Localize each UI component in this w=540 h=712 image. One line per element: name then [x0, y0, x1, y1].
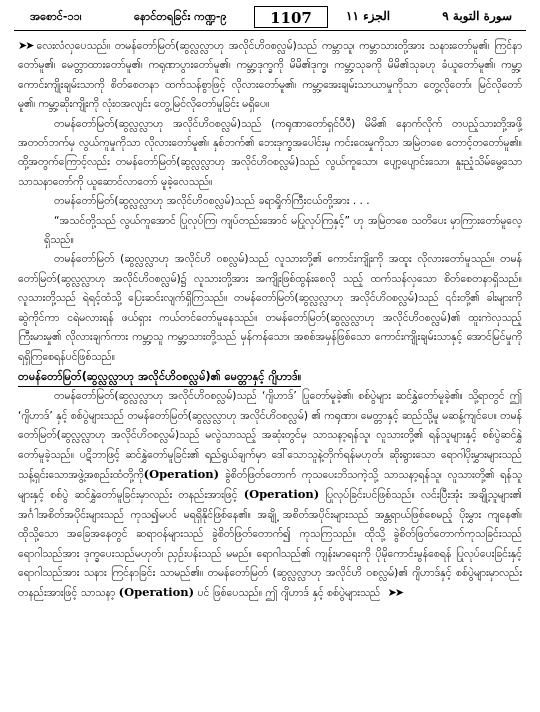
operation-term: (Operation) — [143, 466, 220, 481]
header-issue: အစောင်-၁၁၊ — [30, 10, 82, 23]
header-rule — [14, 30, 526, 31]
section-heading: တမန်တော်မြတ်(ဆွလ္လလ္လာဟု အလိုင်ဟိဝစလ္လမ်)၏ မေတ္တာနှင့် ဂျိဟာဒ်။ — [18, 367, 301, 387]
page-body — [18, 36, 522, 604]
page-header — [16, 6, 522, 32]
operation-term: (Operation) — [243, 487, 320, 502]
page-number-box: 1107 — [254, 6, 328, 28]
header-section: နောင်တရခြင်း ကဏ္ဍ-၉ — [134, 10, 227, 23]
operation-term: (Operation) — [118, 585, 195, 600]
paragraph-4: တမန်တော်မြတ် (ဆွလ္လလ္လာဟု အလိုင်ဟိ ဝစလ္လမ်)သည် လူသားတို့၏ ကောင်းကျိုးကို အထူး လိုလားတော်မူသည်။ တမန်တော်မြတ်(ဆွလ္လလ္လာဟု အလိုင်ဟိဝစလ္လမ်)၌ လူသားတို့အား အကျိုးဖြစ်ထွန်းစေလို သည့် ထက်သန်လှသော စိတ်စေတနာရှိသည်။ လူသားတို့သည် ရဲရင့်ထံသို့ ပြေးဆင်းလျက်ရှိကြသည်။ တမန်တော်မြတ်(ဆွလ္လလ္လာဟု အလိုင်ဟိဝစလ္လမ်)သည် ၎င်းတို့၏ ခါးများကိုဆွဲကိုင်ကာ ငရဲမလားရန် ဖယ်ရှား ကယ်တင်တော်မူနေသည်။ တမန်တော်မြတ်(ဆွလ္လလ္လာဟု အလိုင်ဟိဝစလ္လမ်)၏ ထူးကဲလှသည့် ကြီးမားမှု၏ လိုလားချက်ကား ကမ္ဘာ့သူ ကမ္ဘာ့သားတို့သည် မှန်ကန်သော၊ အစစ်အမှန်ဖြစ်သော ကောင်းကျိုးချမ်းသာနှင့် အောင်မြင်မှုကို ရရှိကြစေရန်ပင်ဖြစ်သည်။ — [18, 253, 522, 363]
paragraph-text: ပင် ဖြစ်ပေသည်။ ဤ ဂျိဟာဒ် နှင့် စစ်ပွဲများသည် — [194, 587, 384, 600]
header-surah: سورة التوبة ٩ — [442, 9, 512, 23]
header-juz: الجزء ١١ — [346, 9, 391, 23]
paragraph-3: တမန်တော်မြတ်(ဆွလ္လလ္လာဟု အလိုင်ဟိဝစလ္လမ်)သည် ခရာရှိုက်ကြီးငယ်တို့အား . . . — [54, 195, 370, 208]
paragraph-2: တမန်တော်မြတ်(ဆွလ္လလ္လာဟု အလိုင်ဟိဝစလ္လမ်)သည် (ကရုဏာတော်ရှင်ပီပီ) မိမိ၏ နောက်လိုက် တပည့်သားတို့အဖို့ အတတ်ဘက်မှ လွယ်ကူမှုကိုသာ လိုလားတော်မူ၏၊ နှစ်ဘက်၏ ဘေးဒုက္ခအပေါင်းမှ ကင်းဝေးမှုကိုသာ အမြဲတစေ တောင့်တတော်မူ၏။ ထို့အတွက်ကြောင့်လည်း တမန်တော်မြတ်(ဆွလ္လလ္လာဟု အလိုင်ဟိဝစလ္လမ်)သည် လွယ်ကူသော၊ ပျော့ပျောင်းသော၊ နူးညံ့သိမ်မွေ့သော သာသနာတော်ကို ယူဆောင်လာတော် မူခဲ့လေသည်။ — [18, 117, 522, 188]
paragraph-5 — [18, 387, 522, 603]
quoted-saying: “အသင်တို့သည် လွယ်ကူအောင် ပြုလုပ်ကြ၊ ကျပ်တည်းအောင် မပြုလုပ်ကြနှင့်” ဟု အမြဲတစေ သတိပေး မှာကြားတော်မူလေ့ရှိသည်။ — [44, 214, 522, 247]
paragraph-1 — [18, 36, 522, 115]
section-heading-row — [18, 367, 522, 387]
paragraph-text: တမန်တော်မြတ်(ဆွလ္လလ္လာဟု အလိုင်ဟိဝစလ္လမ်)သည် ‘ဂျိဟာဒ်’ ပြုတော်မူခဲ့၏၊ စစ်ပွဲများ ဆင်နွှဲတော်မူခဲ့၏။ သို့ရာတွင် ဤ ‘ဂျိဟာဒ်’ နှင့် စစ်ပွဲများသည် တမန်တော်မြတ်(ဆွလ္လလ္လာဟု အလိုင်ဟိဝစလ္လမ်) ၏ ကရုဏာ၊ မေတ္တာနှင့် ဆည်သို့မူ မဆန့်ကျင်ပေ။ တမန်တော်မြတ်(ဆွလ္လလ္လာဟု အလိုင်ဟိဝစလ္လမ်)သည် မလွဲသာသည့် အဆုံးတွင်မှ သာသနာ့ရန်သူ၊ လူသားတို့၏ ရန်သူများနှင့် စစ်ပွဲဆင်နွှဲတော်မူခဲ့သည်။ ပဋိဘာဖြင့် ဆင်နွှဲတော်မူခြင်း၏ ရည်ရွယ်ချက်မှာ ဒေါ်သောသူနဲ့တိုက်ရန်မဟုတ်၊ ဆိုးရွားသော ရောဂါပိုးမွှားများသည် သန့်ရှင်းသောအဖွဲ့အစည်းထံတို့ကို — [18, 390, 522, 481]
double-arrow-icon: ➤➤ — [18, 39, 33, 52]
paragraph-text: ခွဲစိတ်ဖြတ်တောက် ကုသပေးဘိသကဲ့သို့ သာသနာ့ရန်သူ၊ လူသားတို့၏ ရန်သူများနှင့် စစ်ပွဲ ဆင်နွှဲတော်မူခြင်းမှာလည်း တနည်းအားဖြင့် — [18, 468, 522, 502]
paragraph-text: လေးလံလှပေသည်။ တမန်တော်မြတ်(ဆွလ္လလ္လာဟု အလိုင်ဟိဝစလ္လမ်)သည် ကမ္ဘာသူ၊ ကမ္ဘာသားတို့အား သနားတော်မူ၏၊ ကြင်နာတော်မူ၏၊ မေတ္တာထားတော်မူ၏၊ ကရုဏာပွားတော်မူ၏၊ ကမ္ဘာ့ဒုက္ခကို မိမိ၏ဒုက္ခ၊ ကမ္ဘာ့သုခကို မိမိ၏သုခဟု ခံယူတော်မူ၏၊ ကမ္ဘာ့ကောင်းကျိုးချမ်းသာကို စိတ်စေတနာ ထက်သန်စွာဖြင့် လိုလားတော်မူ၏၊ ကမ္ဘာ့အေးချမ်းသာယာမှုကိုသာ တွေ့လိုတော်၊ မြင်လိုတော်မူ၏၊ ကမ္ဘာ့ဆိုးကျိုးကို လုံးဝအလျင်း တွေ့မြင်လိုတော်မူခြင်း မရှိပေ။ — [18, 40, 522, 111]
double-arrow-icon: ➤➤ — [387, 586, 403, 600]
paragraph-text: ပြုလုပ်ခြင်းပင်ဖြစ်သည်။ လင်းပြီးအုံး အချို့သူများ၏ အင်္ဂါအစိတ်အပိုင်းများသည် ကုသ၍မပင် မရရှိနိုင်ဖြစ်နေ၏။ အချို့ အစိတ်အပိုင်းများသည် အန္တရာယ်ဖြစ်စေမည့် ပိုးမွှား ကျနေ၏၊ ထိုသို့သော အခြေအနေတွင် ဆရာဝန်များသည် ခွဲစိတ်ဖြတ်တောက်၍ ကုသကြသည်။ ထိုသို့ ခွဲစိတ်ဖြတ်တောက်ကုသခြင်းသည် ရောဂါသည်အား ဒုက္ခပေးသည်မဟုတ်၊ ညှဉ်းပန်းသည် မမည်။ ရောဂါသည်၏ ကျန်းမာရေးကို ပိုမိုကောင်းမွန်စေရန် ပြုလုပ်ပေးခြင်းနှင့် ရောဂါသည်အား သနား ကြင်နာခြင်း သာမည်၏။ တမန်တော်မြတ် (ဆွလ္လလ္လာဟု အလိုင်ဟိ ဝစလ္လမ်)၏ ဂျိဟာဒ်နှင့် စစ်ပွဲများမှာလည်း တနည်းအားဖြင့် သာသနာ့ — [18, 489, 522, 600]
